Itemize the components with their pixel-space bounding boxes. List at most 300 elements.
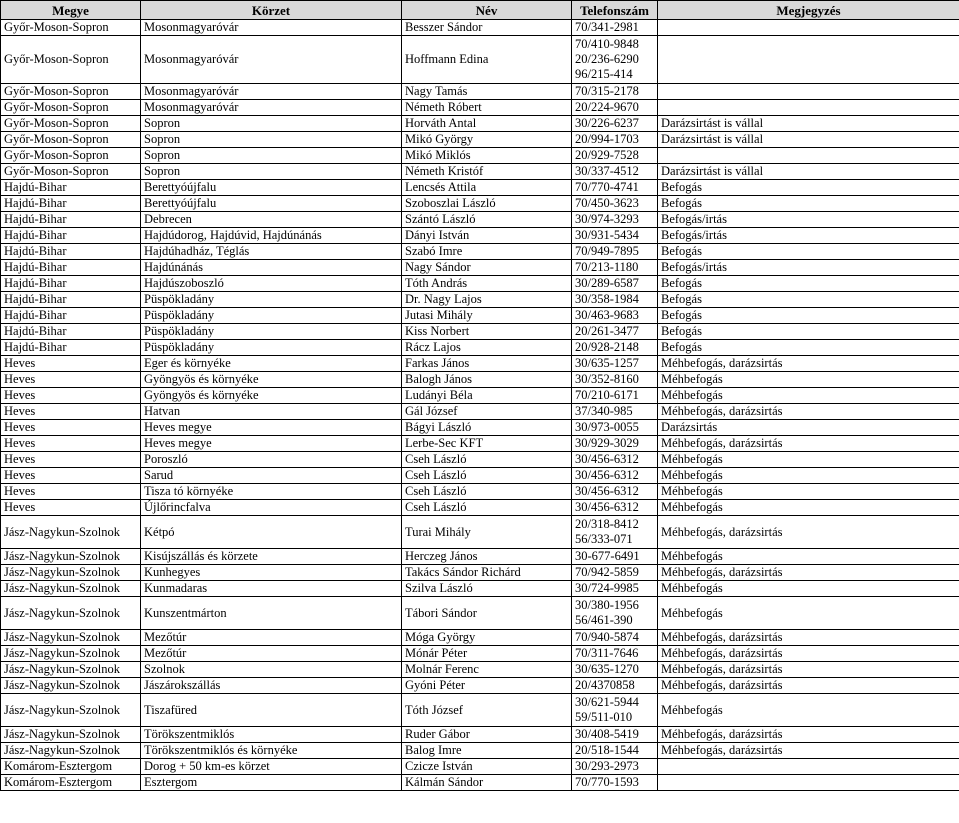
phone-number: 30/456-6312 xyxy=(575,500,639,514)
cell-megjegyzes: Méhbefogás xyxy=(658,372,959,388)
cell-megye: Győr-Moson-Sopron xyxy=(1,84,141,100)
cell-telefonszam xyxy=(572,597,658,630)
cell-telefonszam xyxy=(572,436,658,452)
cell-megjegyzes: Méhbefogás, darázsirtás xyxy=(658,565,959,581)
cell-nev: Kiss Norbert xyxy=(402,324,572,340)
cell-nev: Hoffmann Edina xyxy=(402,36,572,84)
phone-number: 20/224-9670 xyxy=(575,100,639,114)
cell-megye: Hajdú-Bihar xyxy=(1,196,141,212)
cell-megjegyzes: Méhbefogás xyxy=(658,694,959,727)
cell-megjegyzes: Méhbefogás xyxy=(658,500,959,516)
table-row xyxy=(1,180,959,196)
cell-telefonszam xyxy=(572,212,658,228)
cell-nev: Dányi István xyxy=(402,228,572,244)
cell-telefonszam xyxy=(572,356,658,372)
cell-nev: Szabó Imre xyxy=(402,244,572,260)
cell-nev: Szántó László xyxy=(402,212,572,228)
cell-telefonszam xyxy=(572,500,658,516)
cell-nev: Takács Sándor Richárd xyxy=(402,565,572,581)
table-row xyxy=(1,212,959,228)
phone-number: 30/635-1270 xyxy=(575,662,639,676)
cell-korzet: Debrecen xyxy=(141,212,402,228)
cell-nev: Mikó György xyxy=(402,132,572,148)
cell-megye: Jász-Nagykun-Szolnok xyxy=(1,694,141,727)
phone-number: 70/213-1180 xyxy=(575,260,639,274)
cell-megjegyzes: Méhbefogás, darázsirtás xyxy=(658,404,959,420)
cell-megye: Jász-Nagykun-Szolnok xyxy=(1,630,141,646)
cell-korzet: Dorog + 50 km-es körzet xyxy=(141,759,402,775)
table-row xyxy=(1,244,959,260)
table-row xyxy=(1,678,959,694)
cell-korzet: Eger és környéke xyxy=(141,356,402,372)
cell-megye: Jász-Nagykun-Szolnok xyxy=(1,662,141,678)
cell-korzet: Sopron xyxy=(141,148,402,164)
table-row xyxy=(1,662,959,678)
cell-megjegyzes: Méhbefogás, darázsirtás xyxy=(658,436,959,452)
cell-megye: Hajdú-Bihar xyxy=(1,228,141,244)
phone-number: 70/942-5859 xyxy=(575,565,639,579)
cell-korzet: Hajdúhadház, Téglás xyxy=(141,244,402,260)
cell-korzet: Sarud xyxy=(141,468,402,484)
cell-telefonszam xyxy=(572,20,658,36)
cell-nev: Szoboszlai László xyxy=(402,196,572,212)
phone-number: 30/929-3029 xyxy=(575,436,639,450)
cell-telefonszam xyxy=(572,565,658,581)
cell-telefonszam xyxy=(572,276,658,292)
cell-nev: Cseh László xyxy=(402,452,572,468)
cell-megjegyzes: Méhbefogás xyxy=(658,388,959,404)
cell-telefonszam xyxy=(572,180,658,196)
cell-telefonszam xyxy=(572,388,658,404)
cell-korzet: Esztergom xyxy=(141,775,402,791)
phone-number: 96/215-414 xyxy=(575,67,633,81)
cell-nev: Horváth Antal xyxy=(402,116,572,132)
cell-telefonszam xyxy=(572,662,658,678)
cell-korzet: Heves megye xyxy=(141,436,402,452)
cell-telefonszam xyxy=(572,164,658,180)
cell-korzet: Sopron xyxy=(141,132,402,148)
table-row xyxy=(1,20,959,36)
cell-telefonszam xyxy=(572,244,658,260)
cell-megjegyzes: Befogás xyxy=(658,308,959,324)
phone-number: 56/461-390 xyxy=(575,613,633,627)
cell-megye: Győr-Moson-Sopron xyxy=(1,148,141,164)
phone-number: 70/450-3623 xyxy=(575,196,639,210)
cell-nev: Lencsés Attila xyxy=(402,180,572,196)
table-body xyxy=(1,20,959,791)
cell-megye: Heves xyxy=(1,452,141,468)
header-megjegyzes: Megjegyzés xyxy=(658,1,959,20)
cell-megye: Hajdú-Bihar xyxy=(1,276,141,292)
cell-korzet: Püspökladány xyxy=(141,308,402,324)
cell-megye: Komárom-Esztergom xyxy=(1,759,141,775)
cell-megjegyzes: Darázsirtást is vállal xyxy=(658,132,959,148)
cell-korzet: Újlőrincfalva xyxy=(141,500,402,516)
cell-telefonszam xyxy=(572,116,658,132)
cell-megye: Heves xyxy=(1,388,141,404)
cell-nev: Németh Róbert xyxy=(402,100,572,116)
cell-megjegyzes: Darázsirtást is vállal xyxy=(658,164,959,180)
cell-megye: Hajdú-Bihar xyxy=(1,292,141,308)
phone-number: 70/315-2178 xyxy=(575,84,639,98)
phone-number: 30/337-4512 xyxy=(575,164,639,178)
table-row xyxy=(1,356,959,372)
cell-megjegyzes xyxy=(658,100,959,116)
phone-number: 59/511-010 xyxy=(575,710,633,724)
header-telefonszam: Telefonszám xyxy=(572,1,658,20)
table-row xyxy=(1,388,959,404)
phone-number: 20/318-8412 xyxy=(575,517,639,531)
cell-megjegyzes: Darázsirtás xyxy=(658,420,959,436)
table-row xyxy=(1,743,959,759)
cell-nev: Mikó Miklós xyxy=(402,148,572,164)
phone-number: 30-677-6491 xyxy=(575,549,640,563)
cell-nev: Nagy Tamás xyxy=(402,84,572,100)
cell-korzet: Törökszentmiklós xyxy=(141,727,402,743)
cell-nev: Cseh László xyxy=(402,500,572,516)
cell-korzet: Berettyóújfalu xyxy=(141,196,402,212)
cell-korzet: Gyöngyös és környéke xyxy=(141,372,402,388)
cell-megye: Jász-Nagykun-Szolnok xyxy=(1,678,141,694)
cell-megye: Hajdú-Bihar xyxy=(1,212,141,228)
header-row xyxy=(1,1,959,20)
table-row xyxy=(1,228,959,244)
cell-nev: Gál József xyxy=(402,404,572,420)
cell-korzet: Gyöngyös és környéke xyxy=(141,388,402,404)
cell-megjegyzes: Méhbefogás, darázsirtás xyxy=(658,630,959,646)
cell-korzet: Hajdúszoboszló xyxy=(141,276,402,292)
phone-number: 70/949-7895 xyxy=(575,244,639,258)
phone-number: 70/210-6171 xyxy=(575,388,639,402)
cell-nev: Balog Imre xyxy=(402,743,572,759)
table-row xyxy=(1,196,959,212)
cell-megjegyzes xyxy=(658,148,959,164)
cell-megjegyzes: Méhbefogás, darázsirtás xyxy=(658,356,959,372)
cell-nev: Czicze István xyxy=(402,759,572,775)
cell-telefonszam xyxy=(572,100,658,116)
phone-number: 70/311-7646 xyxy=(575,646,639,660)
cell-telefonszam xyxy=(572,516,658,549)
cell-telefonszam xyxy=(572,292,658,308)
phone-number: 30/621-5944 xyxy=(575,695,639,709)
cell-megjegyzes: Befogás xyxy=(658,244,959,260)
phone-number: 70/770-4741 xyxy=(575,180,639,194)
cell-telefonszam xyxy=(572,775,658,791)
cell-megye: Heves xyxy=(1,372,141,388)
cell-megjegyzes: Méhbefogás, darázsirtás xyxy=(658,646,959,662)
cell-megye: Heves xyxy=(1,484,141,500)
table-row xyxy=(1,597,959,630)
cell-megye: Hajdú-Bihar xyxy=(1,260,141,276)
cell-megjegyzes xyxy=(658,36,959,84)
cell-megye: Jász-Nagykun-Szolnok xyxy=(1,581,141,597)
cell-megye: Győr-Moson-Sopron xyxy=(1,116,141,132)
cell-nev: Jutasi Mihály xyxy=(402,308,572,324)
cell-megjegyzes: Méhbefogás xyxy=(658,581,959,597)
table-row xyxy=(1,484,959,500)
phone-number: 30/973-0055 xyxy=(575,420,639,434)
table-row xyxy=(1,340,959,356)
cell-megjegyzes: Befogás/irtás xyxy=(658,212,959,228)
table-row xyxy=(1,100,959,116)
cell-megjegyzes: Méhbefogás, darázsirtás xyxy=(658,727,959,743)
cell-megjegyzes: Méhbefogás, darázsirtás xyxy=(658,678,959,694)
table-row xyxy=(1,276,959,292)
phone-number: 30/456-6312 xyxy=(575,452,639,466)
cell-korzet: Mezőtúr xyxy=(141,646,402,662)
cell-nev: Herczeg János xyxy=(402,549,572,565)
header-korzet: Körzet xyxy=(141,1,402,20)
cell-megye: Jász-Nagykun-Szolnok xyxy=(1,597,141,630)
cell-megjegyzes: Méhbefogás, darázsirtás xyxy=(658,743,959,759)
table-row xyxy=(1,36,959,84)
header-nev: Név xyxy=(402,1,572,20)
cell-nev: Gyóni Péter xyxy=(402,678,572,694)
cell-megjegyzes: Befogás/irtás xyxy=(658,228,959,244)
phone-number: 30/352-8160 xyxy=(575,372,639,386)
cell-megjegyzes xyxy=(658,759,959,775)
cell-korzet: Hajdúdorog, Hajdúvid, Hajdúnánás xyxy=(141,228,402,244)
cell-nev: Tóth József xyxy=(402,694,572,727)
cell-korzet: Mosonmagyaróvár xyxy=(141,84,402,100)
cell-nev: Cseh László xyxy=(402,468,572,484)
cell-korzet: Mosonmagyaróvár xyxy=(141,36,402,84)
cell-telefonszam xyxy=(572,148,658,164)
cell-korzet: Hajdúnánás xyxy=(141,260,402,276)
cell-megjegyzes xyxy=(658,775,959,791)
table-row xyxy=(1,646,959,662)
phone-number: 30/724-9985 xyxy=(575,581,639,595)
phone-number: 70/341-2981 xyxy=(575,20,639,34)
cell-megjegyzes: Méhbefogás, darázsirtás xyxy=(658,662,959,678)
cell-telefonszam xyxy=(572,678,658,694)
cell-megye: Győr-Moson-Sopron xyxy=(1,164,141,180)
cell-megjegyzes: Méhbefogás xyxy=(658,452,959,468)
table-row xyxy=(1,694,959,727)
cell-korzet: Püspökladány xyxy=(141,340,402,356)
cell-megjegyzes: Méhbefogás xyxy=(658,468,959,484)
phone-number: 20/261-3477 xyxy=(575,324,639,338)
cell-korzet: Sopron xyxy=(141,164,402,180)
cell-korzet: Kunhegyes xyxy=(141,565,402,581)
table-row xyxy=(1,372,959,388)
cell-telefonszam xyxy=(572,324,658,340)
phone-number: 30/463-9683 xyxy=(575,308,639,322)
cell-nev: Tóth András xyxy=(402,276,572,292)
cell-telefonszam xyxy=(572,132,658,148)
cell-megye: Hajdú-Bihar xyxy=(1,340,141,356)
cell-megjegyzes: Befogás xyxy=(658,324,959,340)
cell-korzet: Mosonmagyaróvár xyxy=(141,20,402,36)
cell-telefonszam xyxy=(572,36,658,84)
phone-number: 30/380-1956 xyxy=(575,598,639,612)
header-megye: Megye xyxy=(1,1,141,20)
cell-nev: Turai Mihály xyxy=(402,516,572,549)
cell-megye: Komárom-Esztergom xyxy=(1,775,141,791)
cell-nev: Rácz Lajos xyxy=(402,340,572,356)
cell-megye: Győr-Moson-Sopron xyxy=(1,100,141,116)
cell-telefonszam xyxy=(572,646,658,662)
table-row xyxy=(1,727,959,743)
phone-number: 30/289-6587 xyxy=(575,276,639,290)
cell-nev: Dr. Nagy Lajos xyxy=(402,292,572,308)
cell-telefonszam xyxy=(572,452,658,468)
phone-number: 30/635-1257 xyxy=(575,356,639,370)
cell-korzet: Heves megye xyxy=(141,420,402,436)
cell-megjegyzes: Méhbefogás, darázsirtás xyxy=(658,516,959,549)
cell-telefonszam xyxy=(572,372,658,388)
cell-telefonszam xyxy=(572,759,658,775)
cell-megye: Heves xyxy=(1,468,141,484)
cell-korzet: Jászárokszállás xyxy=(141,678,402,694)
phone-number: 30/226-6237 xyxy=(575,116,639,130)
cell-megye: Győr-Moson-Sopron xyxy=(1,36,141,84)
cell-telefonszam xyxy=(572,228,658,244)
phone-number: 70/410-9848 xyxy=(575,37,639,51)
cell-nev: Kálmán Sándor xyxy=(402,775,572,791)
table-header xyxy=(1,1,959,20)
cell-megjegyzes xyxy=(658,84,959,100)
cell-nev: Farkas János xyxy=(402,356,572,372)
table-row xyxy=(1,84,959,100)
cell-megye: Jász-Nagykun-Szolnok xyxy=(1,516,141,549)
table-row xyxy=(1,132,959,148)
table-row xyxy=(1,775,959,791)
table-row xyxy=(1,516,959,549)
cell-megjegyzes: Befogás/irtás xyxy=(658,260,959,276)
table-row xyxy=(1,549,959,565)
cell-telefonszam xyxy=(572,340,658,356)
phone-number: 30/974-3293 xyxy=(575,212,639,226)
table-row xyxy=(1,468,959,484)
table-row xyxy=(1,452,959,468)
cell-telefonszam xyxy=(572,196,658,212)
cell-telefonszam xyxy=(572,743,658,759)
phone-number: 70/940-5874 xyxy=(575,630,639,644)
cell-korzet: Tisza tó környéke xyxy=(141,484,402,500)
cell-korzet: Poroszló xyxy=(141,452,402,468)
cell-nev: Tábori Sándor xyxy=(402,597,572,630)
phone-number: 30/456-6312 xyxy=(575,484,639,498)
phone-number: 30/931-5434 xyxy=(575,228,639,242)
cell-megye: Hajdú-Bihar xyxy=(1,244,141,260)
cell-telefonszam xyxy=(572,694,658,727)
cell-korzet: Törökszentmiklós és környéke xyxy=(141,743,402,759)
cell-megye: Hajdú-Bihar xyxy=(1,308,141,324)
phone-number: 30/293-2973 xyxy=(575,759,639,773)
cell-nev: Cseh László xyxy=(402,484,572,500)
cell-megjegyzes: Befogás xyxy=(658,292,959,308)
cell-korzet: Kisújszállás és körzete xyxy=(141,549,402,565)
phone-number: 30/358-1984 xyxy=(575,292,639,306)
cell-korzet: Kunszentmárton xyxy=(141,597,402,630)
cell-megye: Heves xyxy=(1,404,141,420)
cell-telefonszam xyxy=(572,581,658,597)
cell-korzet: Tiszafüred xyxy=(141,694,402,727)
cell-korzet: Püspökladány xyxy=(141,292,402,308)
cell-nev: Ruder Gábor xyxy=(402,727,572,743)
table-row xyxy=(1,436,959,452)
cell-megye: Jász-Nagykun-Szolnok xyxy=(1,727,141,743)
table-row xyxy=(1,148,959,164)
table-row xyxy=(1,308,959,324)
cell-nev: Szilva László xyxy=(402,581,572,597)
table-row xyxy=(1,260,959,276)
cell-korzet: Kunmadaras xyxy=(141,581,402,597)
cell-megye: Győr-Moson-Sopron xyxy=(1,20,141,36)
table-row xyxy=(1,759,959,775)
table-row xyxy=(1,565,959,581)
phone-number: 20/236-6290 xyxy=(575,52,639,66)
cell-megye: Jász-Nagykun-Szolnok xyxy=(1,646,141,662)
cell-korzet: Püspökladány xyxy=(141,324,402,340)
cell-nev: Ludányi Béla xyxy=(402,388,572,404)
phone-number: 37/340-985 xyxy=(575,404,633,418)
phone-number: 20/994-1703 xyxy=(575,132,639,146)
cell-telefonszam xyxy=(572,468,658,484)
cell-nev: Bágyi László xyxy=(402,420,572,436)
cell-korzet: Hatvan xyxy=(141,404,402,420)
cell-telefonszam xyxy=(572,308,658,324)
cell-megjegyzes: Befogás xyxy=(658,276,959,292)
cell-nev: Balogh János xyxy=(402,372,572,388)
phone-number: 70/770-1593 xyxy=(575,775,639,789)
cell-megye: Jász-Nagykun-Szolnok xyxy=(1,549,141,565)
cell-megye: Győr-Moson-Sopron xyxy=(1,132,141,148)
table-row xyxy=(1,116,959,132)
cell-korzet: Szolnok xyxy=(141,662,402,678)
phone-number: 30/456-6312 xyxy=(575,468,639,482)
cell-megjegyzes: Befogás xyxy=(658,180,959,196)
cell-nev: Lerbe-Sec KFT xyxy=(402,436,572,452)
table-row xyxy=(1,581,959,597)
cell-megye: Heves xyxy=(1,436,141,452)
cell-telefonszam xyxy=(572,260,658,276)
cell-korzet: Mezőtúr xyxy=(141,630,402,646)
cell-telefonszam xyxy=(572,84,658,100)
cell-megjegyzes: Méhbefogás xyxy=(658,549,959,565)
cell-megye: Jász-Nagykun-Szolnok xyxy=(1,565,141,581)
table-row xyxy=(1,164,959,180)
cell-telefonszam xyxy=(572,727,658,743)
cell-megjegyzes: Befogás xyxy=(658,340,959,356)
cell-korzet: Mosonmagyaróvár xyxy=(141,100,402,116)
cell-megjegyzes: Méhbefogás xyxy=(658,597,959,630)
cell-nev: Molnár Ferenc xyxy=(402,662,572,678)
cell-megye: Hajdú-Bihar xyxy=(1,324,141,340)
cell-megjegyzes: Méhbefogás xyxy=(658,484,959,500)
phone-number: 20/928-2148 xyxy=(575,340,639,354)
cell-telefonszam xyxy=(572,549,658,565)
cell-telefonszam xyxy=(572,420,658,436)
cell-nev: Besszer Sándor xyxy=(402,20,572,36)
cell-megjegyzes xyxy=(658,20,959,36)
cell-megye: Heves xyxy=(1,500,141,516)
cell-megye: Hajdú-Bihar xyxy=(1,180,141,196)
cell-megjegyzes: Darázsirtást is vállal xyxy=(658,116,959,132)
table-row xyxy=(1,292,959,308)
cell-telefonszam xyxy=(572,484,658,500)
cell-megye: Jász-Nagykun-Szolnok xyxy=(1,743,141,759)
phone-number: 20/929-7528 xyxy=(575,148,639,162)
phone-number: 20/4370858 xyxy=(575,678,635,692)
table-row xyxy=(1,324,959,340)
table-row xyxy=(1,420,959,436)
cell-megye: Heves xyxy=(1,356,141,372)
phone-number: 20/518-1544 xyxy=(575,743,639,757)
table-row xyxy=(1,404,959,420)
phone-number: 56/333-071 xyxy=(575,532,633,546)
